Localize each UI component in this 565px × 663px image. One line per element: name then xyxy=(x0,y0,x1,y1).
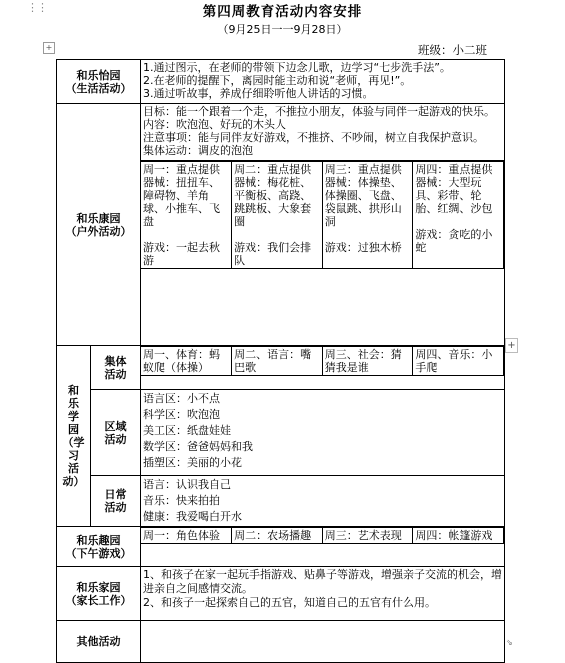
life-line: 3.通过听故事，养成仔细聆听他人讲话的习惯。 xyxy=(143,87,374,100)
schedule-table xyxy=(56,59,505,663)
row-daily xyxy=(57,476,505,527)
fun-days xyxy=(141,527,504,544)
group-day[interactable]: 周四、音乐：小手爬 xyxy=(413,347,504,376)
table-resize-handle-icon[interactable]: ⇘ xyxy=(506,638,513,647)
header-fun: 和乐趣园 （下午游戏） xyxy=(57,527,141,567)
life-line: 1.通过图示，在老师的带领下边念儿歌，边学习“七步洗手法”。 xyxy=(143,61,451,74)
content-daily[interactable]: 语言：认识我自己 音乐：快来拍拍 健康：我爱喝白开水 xyxy=(141,476,505,527)
group-day[interactable]: 周一、体育：蚂蚁爬（体操） xyxy=(141,347,232,376)
fun-day[interactable]: 周三：艺术表现 xyxy=(322,528,413,544)
outdoor-day[interactable]: 周四：重点提供器械：大型玩具、彩带、轮胎、红绸、沙包 游戏：贪吃的小蛇 xyxy=(413,162,504,269)
outdoor-day[interactable]: 周二：重点提供器械：梅花桩、平衡板、高跷、跳跳板、大象套圈 游戏：我们会排队 xyxy=(232,162,323,269)
outdoor-goals: 目标：能一个跟着一个走，不推拉小朋友，体验与同伴一起游戏的快乐。 内容：吹泡泡、好玩的木头人 注意事项：能与同伴友好游戏，不推挤、不吵闹，树立自我保护意识。 集体运动：调皮的泡泡 xyxy=(141,104,504,161)
content-life[interactable] xyxy=(141,60,505,104)
header-daily: 日常 活动 xyxy=(91,476,141,527)
row-outdoor xyxy=(57,104,505,346)
outdoor-day[interactable]: 周一：重点提供器械：扭扭车、障碍物、羊角球、小推车、飞盘 游戏：一起去秋游 xyxy=(141,162,232,269)
outdoor-day[interactable]: 周三：重点提供器械：体操垫、体操圈、飞盘、袋鼠跳、拱形山洞 游戏：过独木桥 xyxy=(322,162,413,269)
header-outdoor: 和乐康园 （户外活动） xyxy=(57,104,141,346)
row-area xyxy=(57,390,505,476)
fun-day[interactable]: 周四：帐篷游戏 xyxy=(413,528,504,544)
content-outdoor[interactable] xyxy=(141,104,505,346)
header-other: 其他活动 xyxy=(57,621,141,663)
group-day[interactable]: 周三、社会：猜猜我是谁 xyxy=(322,347,413,376)
drag-dots-icon[interactable]: ⋮⋮ xyxy=(27,1,47,14)
row-group xyxy=(57,346,505,390)
content-fun[interactable] xyxy=(141,527,505,567)
header-group: 集体 活动 xyxy=(91,346,141,390)
doc-subtitle: （9月25日一一9月28日） xyxy=(217,23,348,36)
content-other[interactable] xyxy=(141,621,505,663)
header-family: 和乐家园 （家长工作） xyxy=(57,567,141,621)
content-area[interactable]: 语言区：小不点 科学区：吹泡泡 美工区：纸盘娃娃 数学区：爸爸妈妈和我 插塑区：美丽的小花 xyxy=(141,390,505,476)
header-area: 区域 活动 xyxy=(91,390,141,476)
row-other xyxy=(57,621,505,663)
add-column-button[interactable]: + xyxy=(505,338,518,353)
group-day[interactable]: 周二、语言：嘴巴歌 xyxy=(232,347,323,376)
doc-title: 第四周教育活动内容安排 xyxy=(202,4,363,20)
header-life: 和乐怡园 （生活活动） xyxy=(57,60,141,104)
row-life xyxy=(57,60,505,104)
table-move-handle-icon[interactable]: + xyxy=(43,42,55,54)
outdoor-days xyxy=(141,161,504,269)
row-family xyxy=(57,567,505,621)
fun-day[interactable]: 周二：农场播趣 xyxy=(232,528,323,544)
life-line: 2.在老师的提醒下，离园时能主动和说“老师，再见!”。 xyxy=(143,74,412,87)
fun-day[interactable]: 周一：角色体验 xyxy=(141,528,232,544)
row-fun xyxy=(57,527,505,567)
class-label: 班级：小二班 xyxy=(418,43,487,57)
group-days xyxy=(141,346,504,376)
content-family[interactable]: 1、和孩子在家一起玩手指游戏、贴鼻子等游戏，增强亲子交流的机会，增进亲自之间感情交流。 2、和孩子一起探索自己的五官，知道自己的五官有什么用。 xyxy=(141,567,505,621)
content-group[interactable] xyxy=(141,346,505,390)
header-study: 和 乐 学 园 （学 习 活 动） xyxy=(57,346,91,527)
